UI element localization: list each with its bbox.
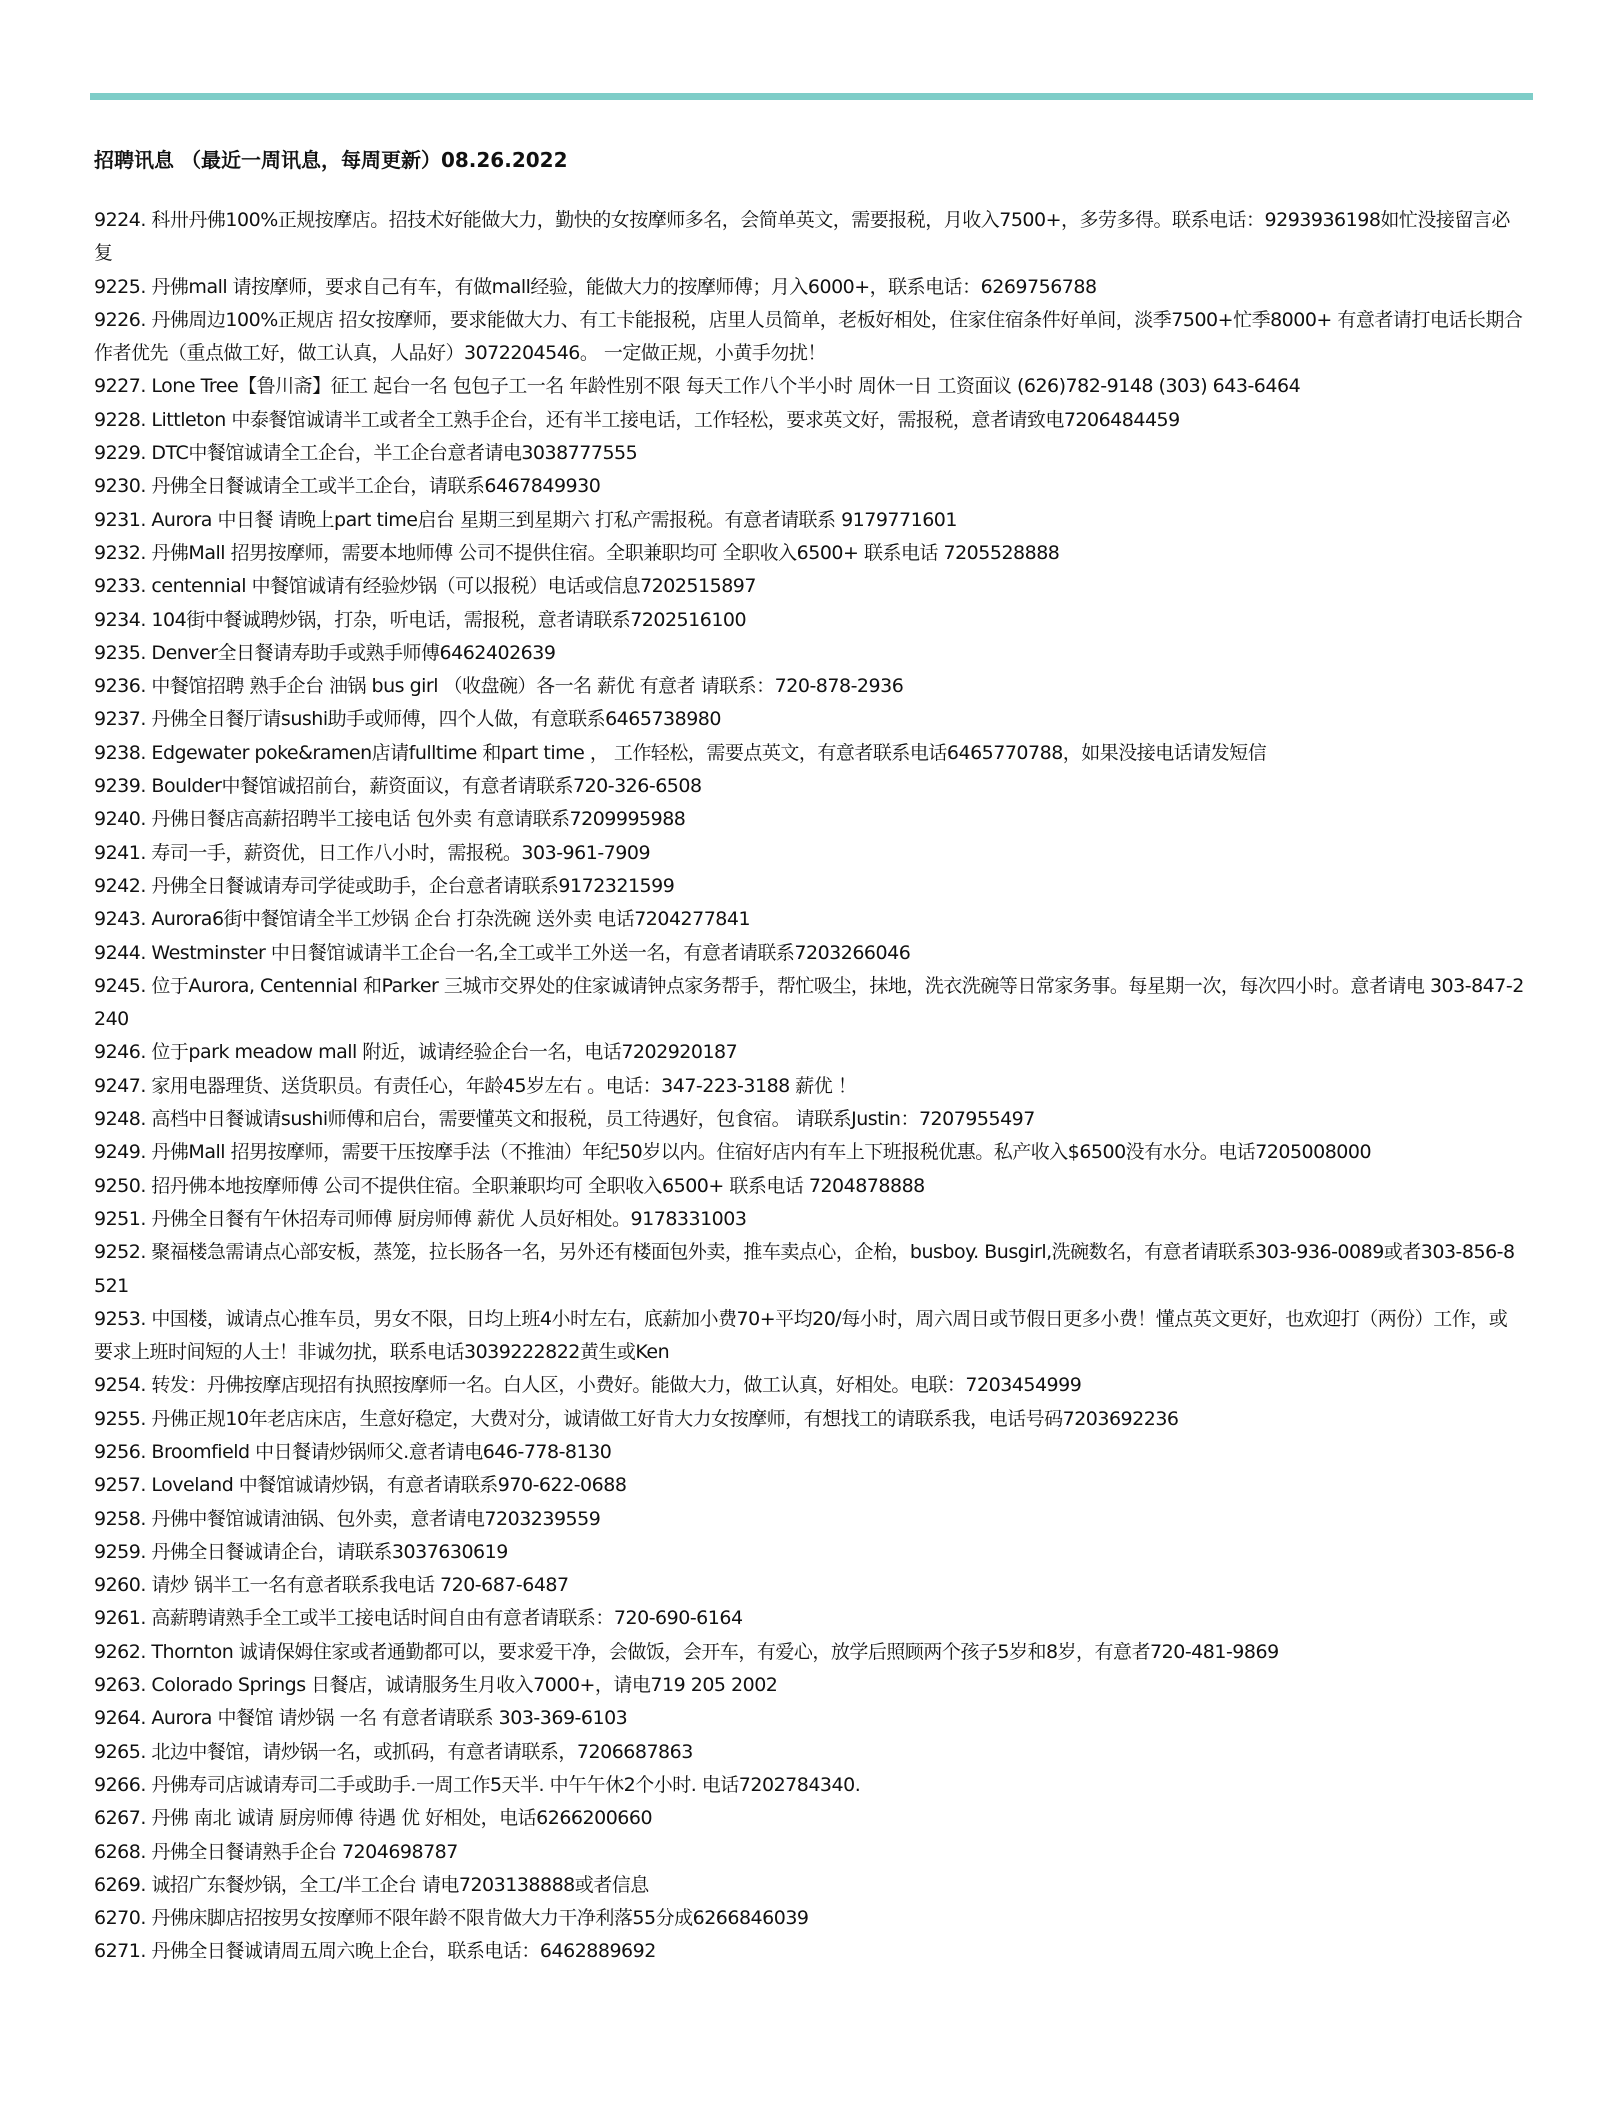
job-listing: 9231. Aurora 中日餐 请晚上part time启台 星期三到星期六 打私产需报税。有意者请联系 9179771601 [94, 508, 957, 531]
job-listing: 9230. 丹佛全日餐诚请全工或半工企台，请联系6467849930 [94, 475, 601, 498]
job-listing: 9240. 丹佛日餐店高薪招聘半工接电话 包外卖 有意请联系7209995988 [94, 808, 686, 831]
job-listing: 6268. 丹佛全日餐请熟手企台 7204698787 [94, 1840, 458, 1863]
job-listing: 6267. 丹佛 南北 诚请 厨房师傅 待遇 优 好相处，电话6266200660 [94, 1807, 653, 1830]
job-listing-list [94, 204, 1524, 1969]
page-title: 招聘讯息 （最近一周讯息，每周更新）08.26.2022 [94, 148, 568, 172]
header-divider [90, 93, 1533, 100]
job-listing: 9245. 位于Aurora, Centennial 和Parker 三城市交界处的住家诚请钟点家务帮手，帮忙吸尘，抹地，洗衣洗碗等日常家务事。每星期一次，每次四小时。意者请电 303-847-2240 [94, 974, 1524, 1031]
job-listing: 9236. 中餐馆招聘 熟手企台 油锅 bus girl （收盘碗）各一名 薪优 有意者 请联系：720-878-2936 [94, 675, 904, 698]
job-listing: 9262. Thornton 诚请保姆住家或者通勤都可以，要求爱干净，会做饭，会开车，有爱心，放学后照顾两个孩子5岁和8岁，有意者720-481-9869 [94, 1640, 1279, 1663]
job-listing: 9229. DTC中餐馆诚请全工企台，半工企台意者请电3038777555 [94, 442, 638, 465]
job-listing: 9264. Aurora 中餐馆 请炒锅 一名 有意者请联系 303-369-6103 [94, 1707, 628, 1730]
job-listing: 9252. 聚福楼急需请点心部安板，蒸笼，拉长肠各一名，另外还有楼面包外卖，推车卖点心，企枱，busboy. Busgirl,洗碗数名，有意者请联系303-936-0089或者303-856-8521 [94, 1241, 1515, 1297]
job-listing: 9241. 寿司一手，薪资优，日工作八小时，需报税。303-961-7909 [94, 841, 651, 864]
job-listing: 9254. 转发：丹佛按摩店现招有执照按摩师一名。白人区，小费好。能做大力，做工认真，好相处。电联：7203454999 [94, 1374, 1082, 1397]
job-listing: 9255. 丹佛正规10年老店床店，生意好稳定，大费对分，诚请做工好肯大力女按摩师，有想找工的请联系我，电话号码7203692236 [94, 1407, 1179, 1430]
job-listing: 9263. Colorado Springs 日餐店，诚请服务生月收入7000+，请电719 205 2002 [94, 1674, 778, 1697]
job-listing: 9261. 高薪聘请熟手全工或半工接电话时间自由有意者请联系：720-690-6164 [94, 1607, 743, 1630]
job-listing: 9250. 招丹佛本地按摩师傅 公司不提供住宿。全职兼职均可 全职收入6500+ 联系电话 7204878888 [94, 1174, 925, 1197]
job-listing: 9265. 北边中餐馆，请炒锅一名，或抓码，有意者请联系，7206687863 [94, 1740, 693, 1763]
job-listing: 9234. 104街中餐诚聘炒锅，打杂，听电话，需报税，意者请联系7202516100 [94, 608, 747, 631]
job-listing: 9226. 丹佛周边100%正规店 招女按摩师，要求能做大力、有工卡能报税，店里人员简单，老板好相处，住家住宿条件好单间，淡季7500+忙季8000+ 有意者请打电话长期合作者优先（重点做工好，做工认真，人品好）3072204546。 一定做正规，小黄手勿扰！ [94, 308, 1523, 365]
job-listing: 9237. 丹佛全日餐厅请sushi助手或师傅，四个人做，有意联系6465738980 [94, 708, 721, 731]
job-listing: 9258. 丹佛中餐馆诚请油锅、包外卖，意者请电7203239559 [94, 1507, 601, 1530]
job-listing: 9248. 高档中日餐诚请sushi师傅和启台，需要懂英文和报税，员工待遇好，包食宿。 请联系Justin：7207955497 [94, 1108, 1035, 1131]
job-listing: 6270. 丹佛床脚店招按男女按摩师不限年龄不限肯做大力干净利落55分成6266846039 [94, 1907, 809, 1930]
job-listing: 9257. Loveland 中餐馆诚请炒锅，有意者请联系970-622-0688 [94, 1474, 627, 1497]
job-listing: 9251. 丹佛全日餐有午休招寿司师傅 厨房师傅 薪优 人员好相处。9178331003 [94, 1207, 747, 1230]
job-listing: 9232. 丹佛Mall 招男按摩师，需要本地师傅 公司不提供住宿。全职兼职均可 全职收入6500+ 联系电话 7205528888 [94, 541, 1060, 564]
job-listing: 9242. 丹佛全日餐诚请寿司学徒或助手，企台意者请联系9172321599 [94, 874, 675, 897]
job-listing: 6269. 诚招广东餐炒锅，全工/半工企台 请电7203138888或者信息 [94, 1873, 649, 1896]
job-listing: 9239. Boulder中餐馆诚招前台，薪资面议，有意者请联系720-326-6508 [94, 775, 702, 798]
job-listing: 9247. 家用电器理货、送货职员。有责任心，年龄45岁左右 。电话：347-223-3188 薪优 ！ [94, 1074, 857, 1097]
job-listing: 9235. Denver全日餐请寿助手或熟手师傅6462402639 [94, 641, 556, 664]
job-listing: 9233. centennial 中餐馆诚请有经验炒锅（可以报税）电话或信息7202515897 [94, 575, 756, 598]
job-listing: 9227. Lone Tree【鲁川斋】征工 起台一名 包包子工一名 年龄性别不限 每天工作八个半小时 周休一日 工资面议 (626)782-9148 (303) 643-6464 [94, 375, 1301, 398]
job-listing: 9256. Broomfield 中日餐请炒锅师父.意者请电646-778-8130 [94, 1440, 612, 1463]
job-listing: 9246. 位于park meadow mall 附近，诚请经验企台一名，电话7202920187 [94, 1041, 738, 1064]
job-listing: 9244. Westminster 中日餐馆诚请半工企台一名,全工或半工外送一名，有意者请联系7203266046 [94, 941, 911, 964]
job-listing: 9224. 科卅丹佛100%正规按摩店。招技术好能做大力，勤快的女按摩师多名，会简单英文，需要报税，月收入7500+，多劳多得。联系电话：9293936198如忙没接留言必复 [94, 209, 1510, 265]
job-listing: 9260. 请炒 锅半工一名有意者联系我电话 720-687-6487 [94, 1574, 569, 1597]
job-listing: 9238. Edgewater poke&ramen店请fulltime 和part time ， 工作轻松，需要点英文，有意者联系电话6465770788，如果没接电话请发短信 [94, 741, 1267, 764]
job-listing: 9243. Aurora6街中餐馆请全半工炒锅 企台 打杂洗碗 送外卖 电话7204277841 [94, 908, 751, 931]
job-listing: 9225. 丹佛mall 请按摩师，要求自己有车，有做mall经验，能做大力的按摩师傅；月入6000+，联系电话：6269756788 [94, 275, 1097, 298]
job-listing: 9228. Littleton 中泰餐馆诚请半工或者全工熟手企台，还有半工接电话，工作轻松，要求英文好，需报税，意者请致电7206484459 [94, 408, 1180, 431]
job-listing: 9259. 丹佛全日餐诚请企台，请联系3037630619 [94, 1540, 508, 1563]
job-listing: 9249. 丹佛Mall 招男按摩师，需要干压按摩手法（不推油）年纪50岁以内。住宿好店内有车上下班报税优惠。私产收入$6500没有水分。电话7205008000 [94, 1141, 1372, 1164]
job-listing: 9266. 丹佛寿司店诚请寿司二手或助手.一周工作5天半. 中午午休2个小时. 电话7202784340. [94, 1773, 861, 1796]
job-listing: 6271. 丹佛全日餐诚请周五周六晚上企台，联系电话：6462889692 [94, 1940, 656, 1963]
job-listing: 9253. 中国楼，诚请点心推车员，男女不限，日均上班4小时左右，底薪加小费70+平均20/每小时，周六周日或节假日更多小费！懂点英文更好，也欢迎打（两份）工作，或要求上班时间短的人士！非诚勿扰，联系电话3039222822黄生或Ken [94, 1307, 1508, 1364]
